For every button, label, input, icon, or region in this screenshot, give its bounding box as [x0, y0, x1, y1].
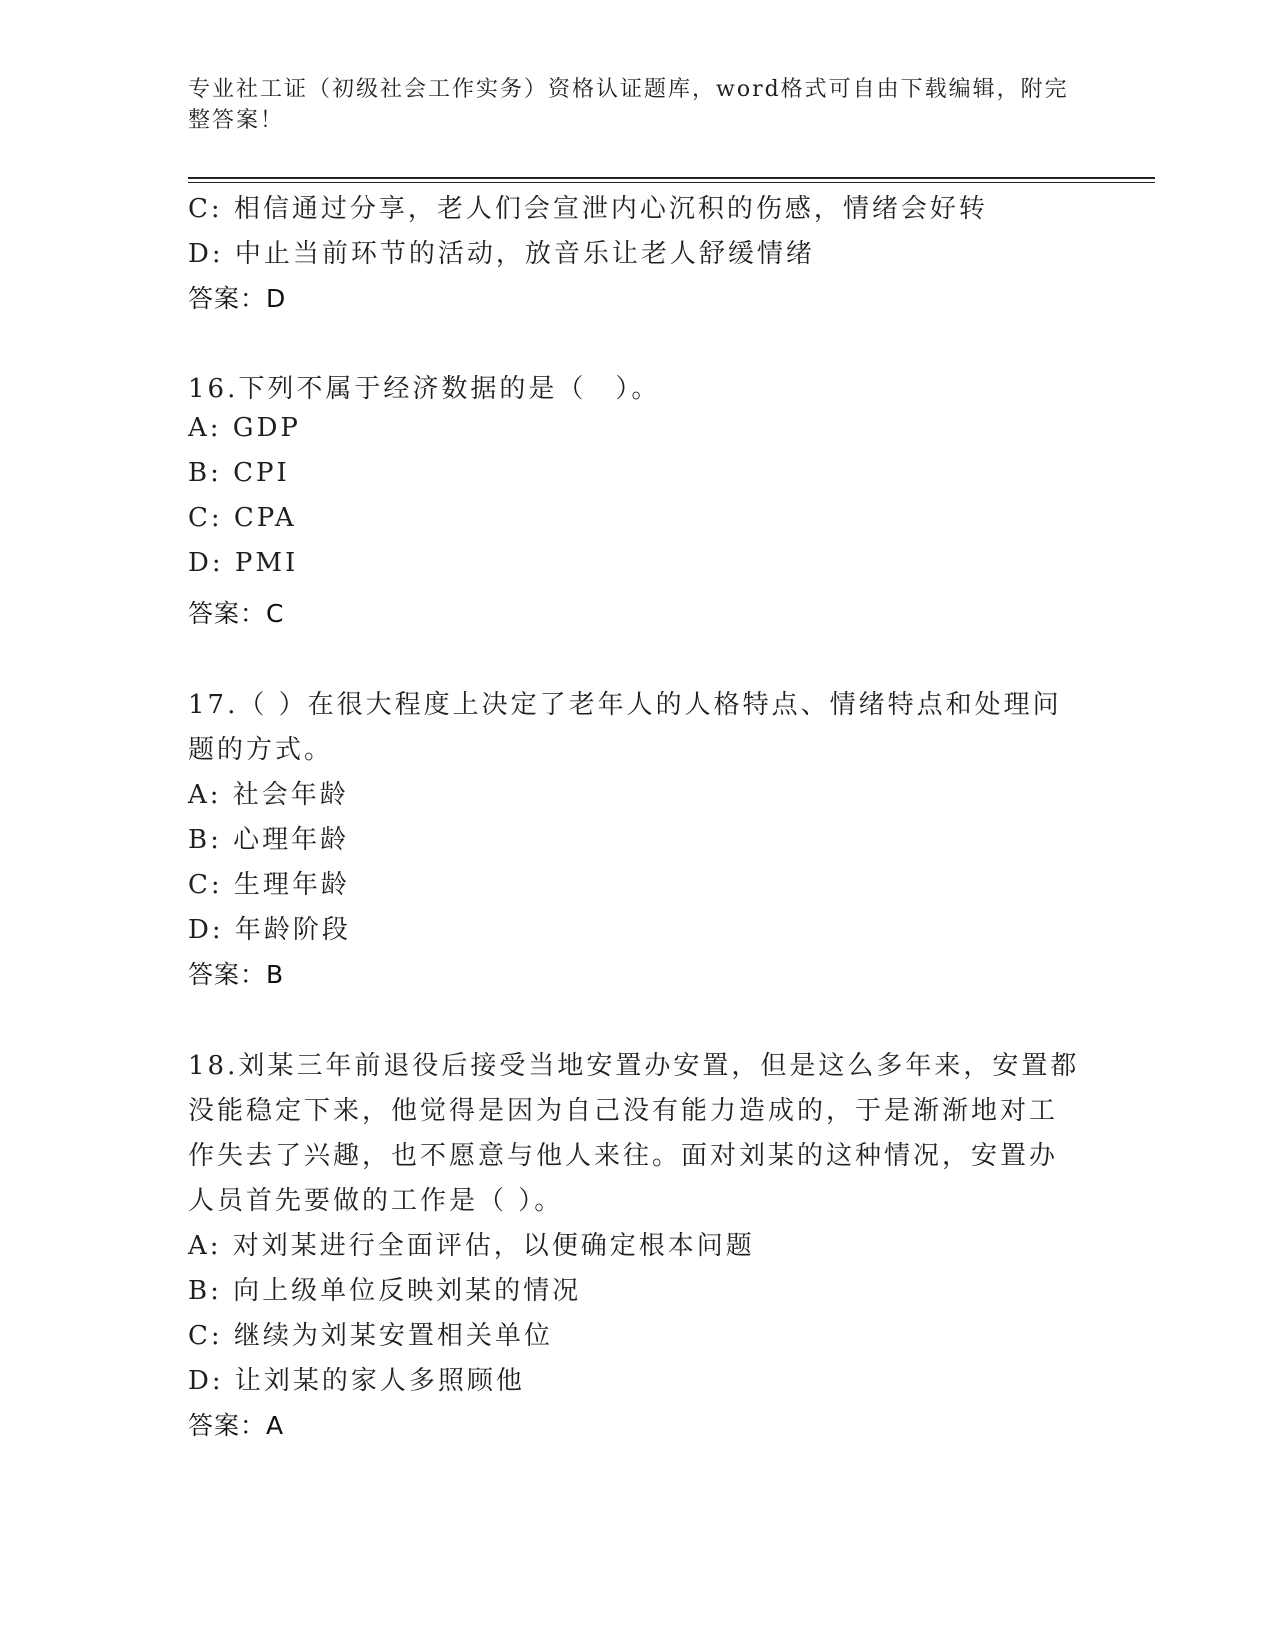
header-divider-thin — [188, 182, 1155, 183]
q17-option-d: D: 年龄阶段 — [188, 915, 351, 945]
q16-option-d: D: PMI — [188, 548, 299, 578]
document-header: 专业社工证（初级社会工作实务）资格认证题库，word格式可自由下载编辑，附完整答案！ — [188, 77, 1069, 133]
q18-option-d: D: 让刘某的家人多照顾他 — [188, 1366, 525, 1396]
q18-stem-line2: 没能稳定下来，他觉得是因为自己没有能力造成的，于是渐渐地对工 — [188, 1096, 1059, 1126]
q17-answer: 答案：B — [188, 960, 285, 989]
q18-stem-line3: 作失去了兴趣，也不愿意与他人来往。面对刘某的这种情况，安置办 — [188, 1141, 1059, 1171]
q18-answer: 答案：A — [188, 1411, 285, 1440]
prev-option-d: D: 中止当前环节的活动，放音乐让老人舒缓情绪 — [188, 239, 815, 269]
q16-stem: 16.下列不属于经济数据的是（ ）。 — [188, 374, 661, 404]
prev-option-c: C: 相信通过分享，老人们会宣泄内心沉积的伤感，情绪会好转 — [188, 194, 988, 224]
q17-option-b: B: 心理年龄 — [188, 825, 350, 855]
q17-stem-line2: 题的方式。 — [188, 735, 334, 765]
q16-option-b: B: CPI — [188, 458, 290, 488]
q18-option-a: A: 对刘某进行全面评估，以便确定根本问题 — [188, 1231, 755, 1261]
q17-stem-line1: 17.（ ）在很大程度上决定了老年人的人格特点、情绪特点和处理问 — [188, 690, 1062, 720]
q16-answer: 答案：C — [188, 599, 285, 628]
prev-answer: 答案：D — [188, 284, 287, 313]
q18-stem-line4: 人员首先要做的工作是（ ）。 — [188, 1186, 564, 1216]
q18-option-b: B: 向上级单位反映刘某的情况 — [188, 1276, 582, 1306]
q16-option-c: C: CPA — [188, 503, 297, 533]
q18-stem-line1: 18.刘某三年前退役后接受当地安置办安置，但是这么多年来，安置都 — [188, 1051, 1080, 1081]
q17-option-c: C: 生理年龄 — [188, 870, 350, 900]
q17-option-a: A: 社会年龄 — [188, 780, 349, 810]
q18-option-c: C: 继续为刘某安置相关单位 — [188, 1321, 553, 1351]
header-divider-thick — [188, 177, 1155, 179]
q16-option-a: A: GDP — [188, 413, 301, 443]
